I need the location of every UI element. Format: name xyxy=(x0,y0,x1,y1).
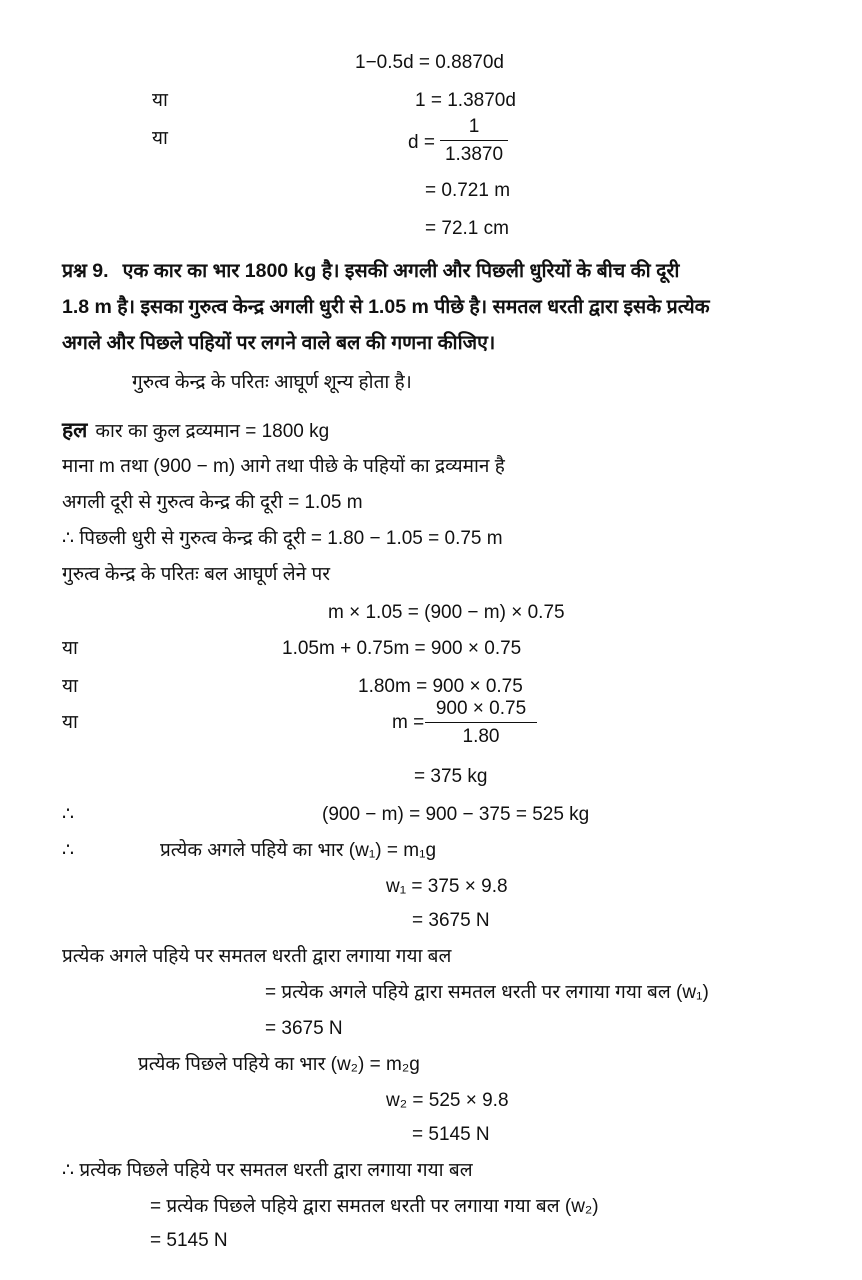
ya-label: या xyxy=(152,90,168,111)
fraction-numerator: 900 × 0.75 xyxy=(425,698,537,723)
equation-line: = 72.1 cm xyxy=(425,218,509,239)
equation-line: प्रत्येक अगले पहिये का भार (w₁) = m₁g xyxy=(160,840,437,861)
solution-line: = प्रत्येक पिछले पहिये द्वारा समतल धरती पर लगाया गया बल (w₂) xyxy=(150,1196,599,1217)
equation-line: = 0.721 m xyxy=(425,180,511,201)
fraction-denominator: 1.80 xyxy=(462,726,500,747)
equation-line: 1.05m + 0.75m = 900 × 0.75 xyxy=(282,638,522,659)
equation-line: प्रत्येक पिछले पहिये का भार (w₂) = m₂g xyxy=(138,1054,420,1075)
equation-line: 1 = 1.3870d xyxy=(415,90,516,111)
solution-line: = प्रत्येक अगले पहिये द्वारा समतल धरती पर लगाया गया बल (w₁) xyxy=(265,982,709,1003)
equation-line: w₂ = 525 × 9.8 xyxy=(386,1090,509,1111)
ya-label: या xyxy=(152,128,168,149)
equation-line: = 3675 N xyxy=(412,910,490,931)
fraction xyxy=(440,116,508,166)
therefore-symbol: ∴ xyxy=(62,804,75,825)
solution-line: हल कार का कुल द्रव्यमान = 1800 kg xyxy=(62,419,330,442)
equation-lhs: d = xyxy=(408,132,435,153)
ya-label: या xyxy=(62,712,78,733)
equation-line: = 375 kg xyxy=(414,766,488,787)
solution-line: अगली दूरी से गुरुत्व केन्द्र की दूरी = 1.05 m xyxy=(62,492,363,513)
solution-line: ∴ प्रत्येक पिछले पहिये पर समतल धरती द्वारा लगाया गया बल xyxy=(62,1160,473,1181)
equation-line: 1−0.5d = 0.8870d xyxy=(355,52,504,73)
hint-text: गुरुत्व केन्द्र के परितः आघूर्ण शून्य होता है। xyxy=(132,372,412,393)
solution-line: = 5145 N xyxy=(150,1230,228,1251)
equation-line: 1.80m = 900 × 0.75 xyxy=(358,676,523,697)
therefore-symbol: ∴ xyxy=(62,840,75,861)
equation-line: w₁ = 375 × 9.8 xyxy=(386,876,508,897)
question-line: 1.8 m है। इसका गुरुत्व केन्द्र अगली धुरी से 1.05 m पीछे है। समतल धरती द्वारा इसके प्रत्येक xyxy=(62,296,710,318)
equation-line: m × 1.05 = (900 − m) × 0.75 xyxy=(328,602,565,623)
solution-line: माना m तथा (900 − m) आगे तथा पीछे के पहियों का द्रव्यमान है xyxy=(62,456,505,477)
solution-line: प्रत्येक अगले पहिये पर समतल धरती द्वारा लगाया गया बल xyxy=(62,946,452,967)
fraction-numerator: 1 xyxy=(440,116,508,141)
fraction xyxy=(425,698,537,748)
equation-line: = 5145 N xyxy=(412,1124,490,1145)
solution-line: = 3675 N xyxy=(265,1018,343,1039)
question-label: प्रश्न 9. xyxy=(62,260,109,282)
ya-label: या xyxy=(62,676,78,697)
ya-label: या xyxy=(62,638,78,659)
equation-lhs: m = xyxy=(392,712,425,733)
equation-line: (900 − m) = 900 − 375 = 525 kg xyxy=(322,804,590,825)
solution-line: ∴ पिछली धुरी से गुरुत्व केन्द्र की दूरी = 1.80 − 1.05 = 0.75 m xyxy=(62,528,503,549)
question-line: अगले और पिछले पहियों पर लगने वाले बल की गणना कीजिए। xyxy=(62,332,496,354)
solution-label: हल xyxy=(62,419,88,442)
question-line: प्रश्न 9. एक कार का भार 1800 kg है। इसकी अगली और पिछली धुरियों के बीच की दूरी xyxy=(62,260,680,282)
fraction-denominator: 1.3870 xyxy=(444,144,504,165)
solution-line: गुरुत्व केन्द्र के परितः बल आघूर्ण लेने पर xyxy=(62,564,331,585)
